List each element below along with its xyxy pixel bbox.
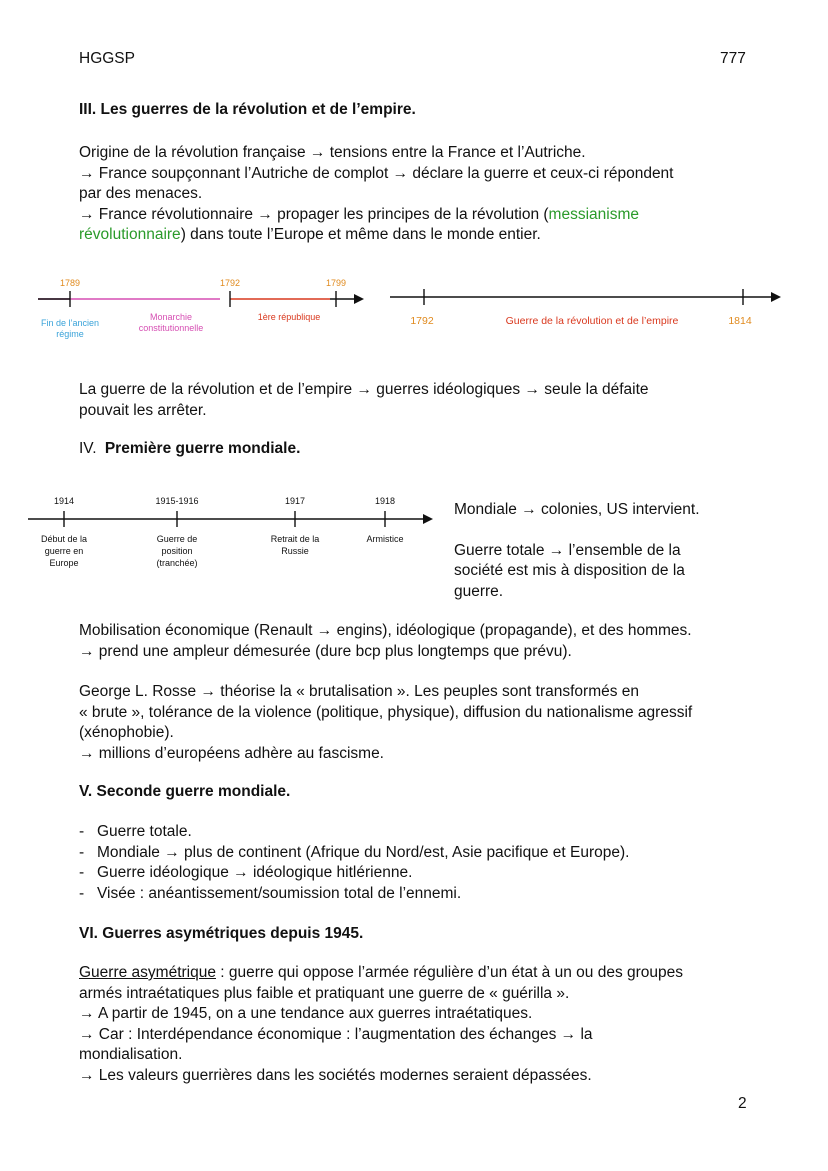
ww1-mobilisation: Mobilisation économique (Renault → engins), idéologique (propagande), et des hommes. → prend une ampleur démesurée (dure bcp plus longtemps que prévu).: [79, 622, 692, 660]
section-4-number: IV.: [79, 440, 97, 457]
timeline2-arrowhead: [771, 292, 781, 302]
event-1917-line1: Retrait de la: [270, 534, 320, 544]
asymmetric-war-term: Guerre asymétrique: [79, 964, 216, 981]
event-1915-line2: position: [161, 546, 193, 556]
s3-line-3b: révolutionnaire) dans toute l’Europe et même dans le monde entier.: [79, 226, 541, 243]
s3-line-1: Origine de la révolution française → tensions entre la France et l’Autriche.: [79, 144, 586, 161]
s6-paragraph: Guerre asymétrique : guerre qui oppose l’armée régulière d’un état à un ou des groupes armés intraétatiques plus faible et pratiquant une guerre de « guérilla ». → A partir de 1945, on a une tendance aux guerres intraétatiques. → Car : Interdépendance économique : l’augmentation des échanges → la mondialisation. → Les valeurs guerrières dans les sociétés modernes seraient dépassées.: [79, 964, 684, 1084]
event-1915-line3: (tranchée): [156, 558, 198, 568]
list-item: - Visée : anéantissement/soumission total de l’ennemi.: [79, 884, 462, 902]
s3-line-3: → France révolutionnaire → propager les principes de la révolution (messianisme: [79, 205, 639, 223]
label-premiere-republique: 1ère république: [257, 312, 321, 322]
label-ancien-regime-1: Fin de l’ancien: [40, 318, 100, 328]
s3-line-2b: par des menaces.: [79, 185, 203, 202]
ww1-brutalisation: George L. Rosse → théorise la « brutalisation ». Les peuples sont transformés en « brute », tolérance de la violence (politique, physique), diffusion du nationalisme agressif (xénophobie). → millions d’européens adhère au fascisme.: [79, 683, 693, 762]
page-number: 2: [738, 1095, 747, 1112]
year-1917: 1917: [284, 496, 306, 506]
header-number: 777: [720, 50, 746, 67]
s3-conclusion: La guerre de la révolution et de l’empire → guerres idéologiques → seule la défaite pouvait les arrêter.: [79, 381, 649, 419]
timeline-revolution-empire-wars: [385, 272, 785, 337]
section-4-title: IV. Première guerre mondiale.: [79, 440, 301, 457]
year-1814: 1814: [728, 315, 752, 327]
revolutionnaire-term: révolutionnaire: [79, 226, 181, 243]
label-monarchie-2: constitutionnelle: [138, 323, 204, 333]
list-item: - Mondiale → plus de continent (Afrique du Nord/est, Asie pacifique et Europe).: [79, 843, 630, 861]
label-monarchie-1: Monarchie: [149, 312, 193, 322]
list-item: - Guerre totale.: [79, 823, 192, 840]
event-1914-line3: Europe: [49, 558, 79, 568]
ww1-mondiale-note: Mondiale → colonies, US intervient.: [454, 501, 700, 518]
year-1915-1916: 1915-1916: [155, 496, 199, 506]
year-1792b: 1792: [410, 315, 434, 327]
ww1-side-notes: Mondiale → colonies, US intervient. Guerre totale → l’ensemble de la société est mis à disposition de la guerre.: [454, 501, 700, 600]
messianisme-term: messianisme: [548, 205, 639, 223]
year-1792: 1792: [219, 278, 241, 288]
header-title: HGGSP: [79, 50, 135, 67]
timeline-revolution-regimes: [30, 272, 375, 347]
event-1914-line2: guerre en: [44, 546, 84, 556]
ww2-list: [79, 822, 629, 904]
year-1914: 1914: [53, 496, 75, 506]
event-1915-line1: Guerre de: [156, 534, 198, 544]
ww1-arrowhead: [423, 514, 433, 524]
event-1914-line1: Début de la: [40, 534, 88, 544]
label-ancien-regime-2: régime: [56, 329, 84, 339]
s3-paragraph: [79, 143, 674, 246]
event-1917-line2: Russie: [281, 546, 309, 556]
event-1918-line1: Armistice: [366, 534, 404, 544]
year-1799: 1799: [325, 278, 347, 288]
timeline1-arrowhead: [354, 294, 364, 304]
section-6-title: VI. Guerres asymétriques depuis 1945.: [79, 925, 364, 942]
list-item: - Guerre idéologique → idéologique hitlérienne.: [79, 864, 413, 881]
s3-line-2: → France soupçonnant l’Autriche de complot → déclare la guerre et ceux-ci répondent: [79, 164, 674, 182]
timeline-ww1: [25, 490, 440, 575]
year-1789: 1789: [59, 278, 81, 288]
section-5-title: V. Seconde guerre mondiale.: [79, 783, 291, 800]
year-1918: 1918: [374, 496, 396, 506]
label-guerre-revolution-empire: Guerre de la révolution et de l’empire: [505, 315, 679, 327]
section-3-title: III. Les guerres de la révolution et de l’empire.: [79, 101, 416, 118]
